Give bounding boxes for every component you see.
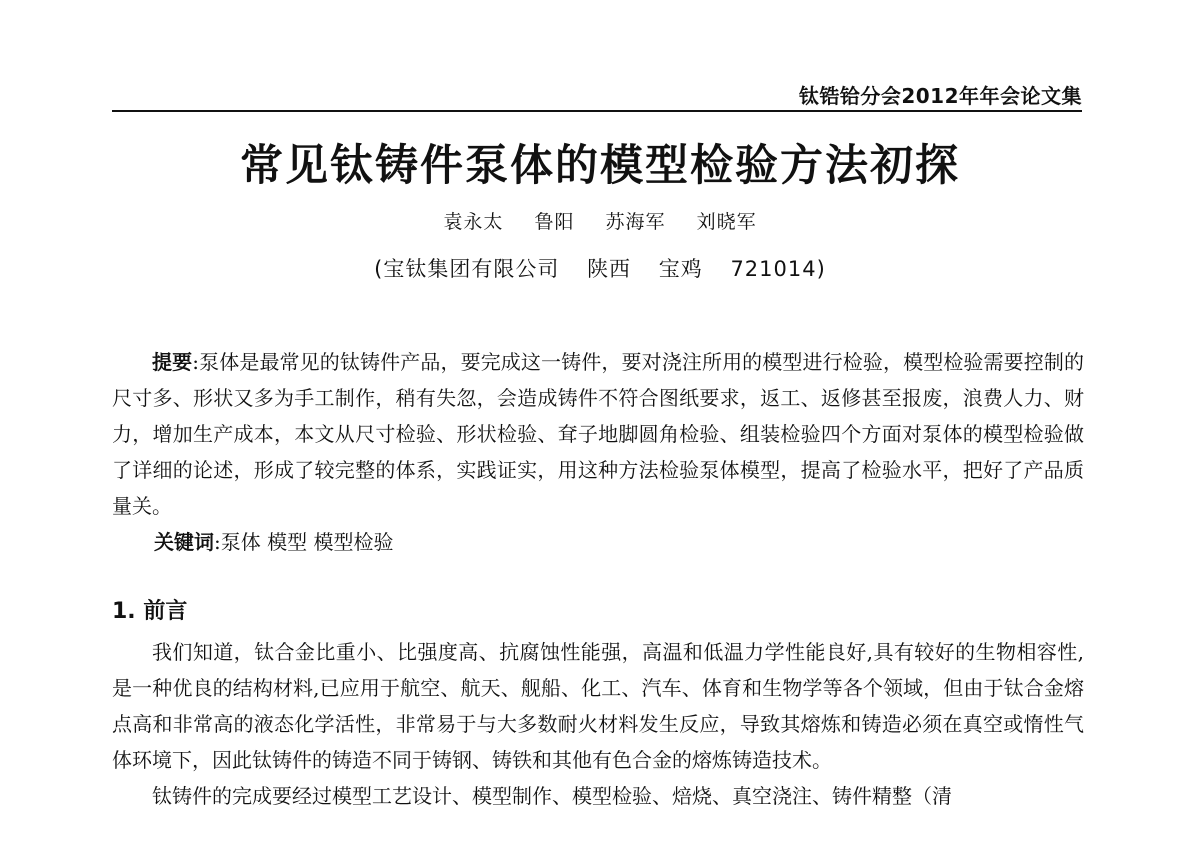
paper-title: 常见钛铸件泵体的模型检验方法初探 [240,141,960,191]
affiliation-province: 陕西 [587,257,632,281]
affiliation-open-paren: ( [374,257,384,281]
author-name: 袁永太 [443,211,504,233]
abstract-text: 泵体是最常见的钛铸件产品，要完成这一铸件，要对浇注所用的模型进行检验，模型检验需要控制的尺寸多、形状又多为手工制作，稍有失忽，会造成铸件不符合图纸要求，返工、返修甚至报废，浪费人力、财力，增加生产成本，本文从尺寸检验、形状检验、耷子地脚圆角检验、组装检验四个方面对泵体的模型检验做了详细的论述，形成了较完整的体系，实践证实，用这种方法检验泵体模型，提高了检验水平，把好了产品质量关。 [112,350,1085,518]
abstract-colon: : [192,350,199,374]
affiliation-close-paren: ) [816,257,826,281]
keywords [154,524,393,560]
abstract-label: 提要 [152,350,193,374]
affiliation [0,253,1200,283]
keywords-label: 关键词 [154,530,214,554]
section-body [112,634,1084,814]
body-paragraph: 钛铸件的完成要经过模型工艺设计、模型制作、模型检验、焙烧、真空浇注、铸件精整（清 [152,784,952,808]
header-rule [112,110,1082,112]
author-name: 刘晓军 [696,211,757,233]
abstract-paragraph [112,344,1084,524]
abstract [112,344,1084,524]
author-name: 苏海军 [605,211,666,233]
running-head: 钛锆铪分会2012年年会论文集 [798,84,1082,108]
body-paragraph: 我们知道，钛合金比重小、比强度高、抗腐蚀性能强，高温和低温力学性能良好,具有较好的生物相容性,是一种优良的结构材料,已应用于航空、航天、舰船、化工、汽车、体育和生物学等各个领域，但由于钛合金熔点高和非常高的液态化学活性，非常易于与大多数耐火材料发生反应，导致其熔炼和铸造必须在真空或惰性气体环境下，因此钛铸件的铸造不同于铸钢、铸铁和其他有色合金的熔炼铸造技术。 [112,640,1084,772]
affiliation-org: 宝钛集团有限公司 [383,257,560,281]
keywords-text: 泵体 模型 模型检验 [220,530,394,554]
keywords-colon: : [214,530,221,554]
section-heading: 1. 前言 [112,599,188,624]
author-list [0,207,1200,234]
affiliation-postcode: 721014 [730,257,817,281]
author-name: 鲁阳 [534,211,575,233]
affiliation-city: 宝鸡 [658,257,703,281]
